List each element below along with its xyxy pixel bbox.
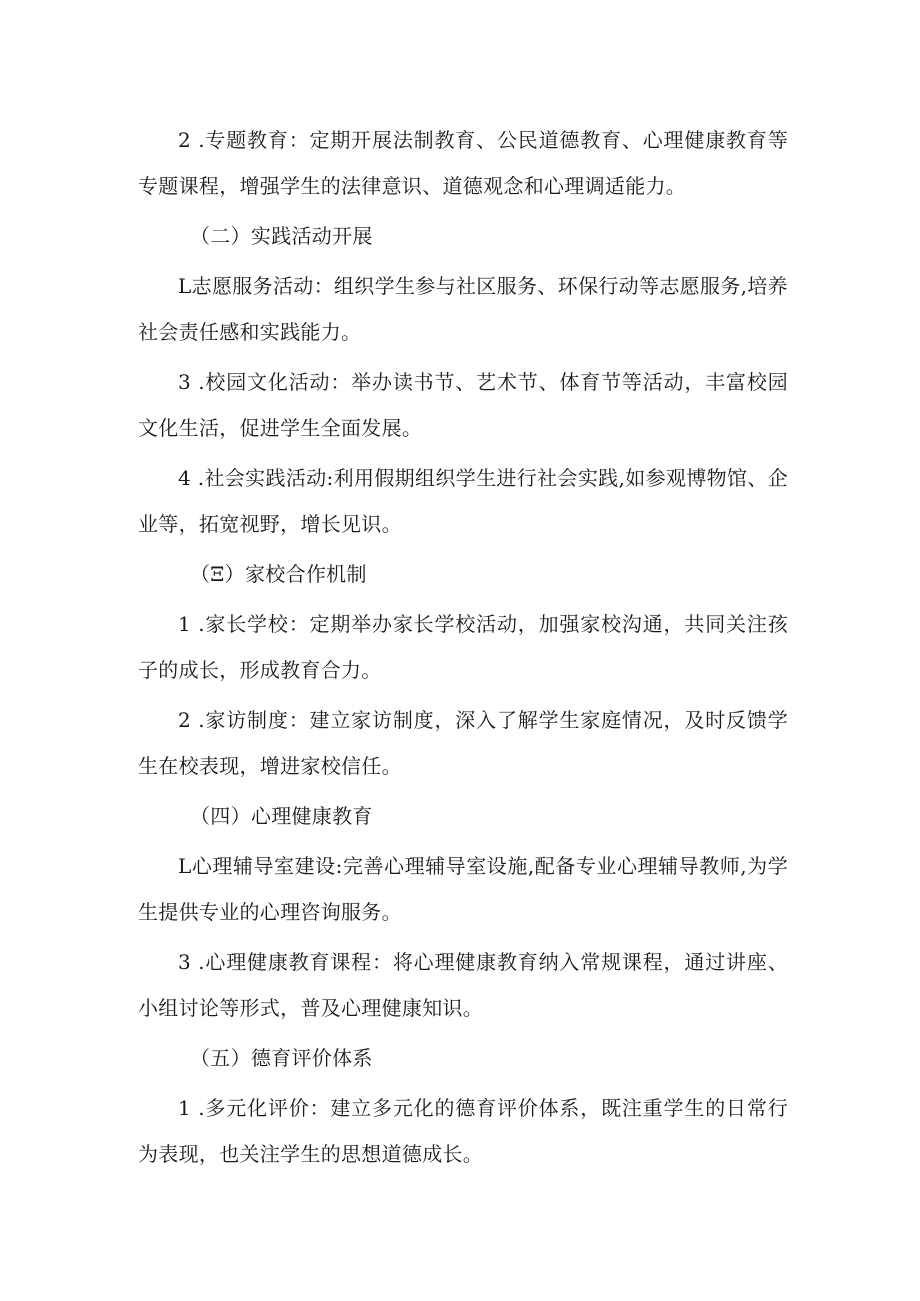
- paragraph-mental-health-course: 3 .心理健康教育课程：将心理健康教育纳入常规课程，通过讲座、小组讨论等形式，普及心理健康知识。: [138, 950, 788, 1020]
- paragraph-counseling-room: L心理辅导室建设:完善心理辅导室设施,配备专业心理辅导教师,为学生提供专业的心理咨询服务。: [138, 854, 788, 924]
- section-heading-practice-activities: （二）实践活动开展: [190, 224, 373, 248]
- paragraph-parent-school: 1 .家长学校：定期举办家长学校活动，加强家校沟通，共同关注孩子的成长，形成教育合力。: [138, 612, 788, 682]
- section-heading-home-school: （Ξ）家校合作机制: [190, 562, 367, 586]
- paragraph-home-visit: 2 .家访制度：建立家访制度，深入了解学生家庭情况，及时反馈学生在校表现，增进家校信任。: [138, 708, 788, 778]
- document-body: [138, 117, 788, 1181]
- paragraph-social-practice: 4 .社会实践活动:利用假期组织学生进行社会实践,如参观博物馆、企业等，拓宽视野，增长见识。: [138, 466, 788, 536]
- paragraph-campus-culture: 3 .校园文化活动：举办读书节、艺术节、体育节等活动，丰富校园文化生活，促进学生全面发展。: [138, 370, 788, 440]
- paragraph-volunteer-service: L志愿服务活动：组织学生参与社区服务、环保行动等志愿服务,培养社会责任感和实践能力。: [138, 274, 788, 344]
- section-heading-evaluation-system: （五）德育评价体系: [190, 1046, 373, 1070]
- paragraph-special-education: 2 .专题教育：定期开展法制教育、公民道德教育、心理健康教育等专题课程，增强学生的法律意识、道德观念和心理调适能力。: [138, 128, 788, 198]
- paragraph-diverse-evaluation: 1 .多元化评价：建立多元化的德育评价体系，既注重学生的日常行为表现，也关注学生的思想道德成长。: [138, 1096, 788, 1166]
- section-heading-mental-health: （四）心理健康教育: [190, 804, 373, 828]
